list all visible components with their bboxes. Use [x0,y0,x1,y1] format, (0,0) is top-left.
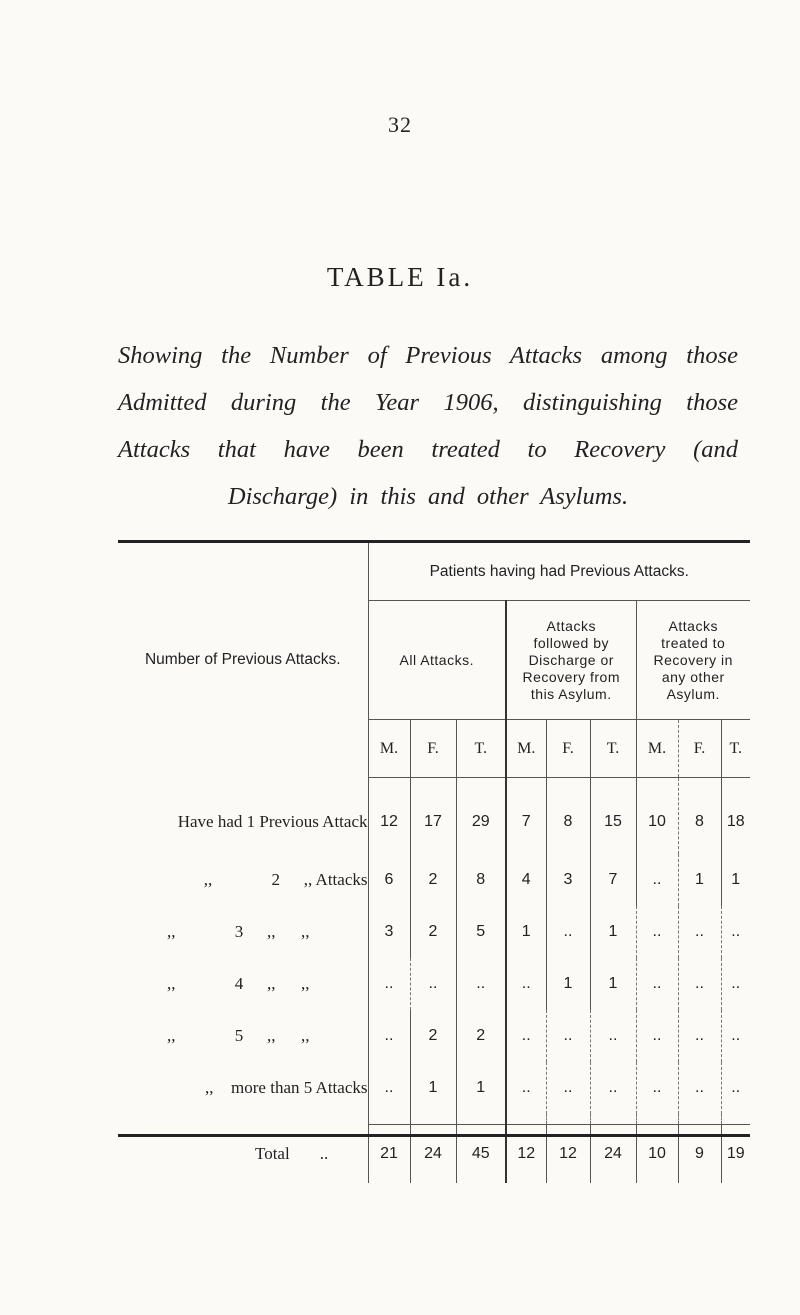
cell-value: 18 [721,778,750,855]
cell-value: .. [678,906,721,958]
cell-value: 17 [410,778,456,855]
cell-value: .. [636,906,678,958]
row-label-text: more than 5 Attacks [231,1078,368,1097]
row-label [118,854,368,906]
row-label [118,1010,368,1062]
cell-value: 29 [456,778,506,855]
cell-value: .. [456,958,506,1010]
row-number: 2 [271,870,280,889]
cell-value: .. [590,1062,636,1114]
table-bottom-rule [118,1134,750,1137]
cell-value: .. [506,1062,546,1114]
group-header-other-asylum: Attacks treated to Recovery in any other Asylum. [636,601,750,720]
total-value: 9 [678,1125,721,1184]
table-title: TABLE Ia. [326,262,474,292]
table-row [118,1062,750,1114]
cell-value: .. [636,1010,678,1062]
cell-value: 1 [546,958,590,1010]
cell-value: .. [384,1079,394,1096]
total-value: 19 [721,1125,750,1184]
ditto-mark: ,, [167,974,176,993]
cell-value: .. [546,906,590,958]
spanning-header: Patients having had Previous Attacks. [368,543,750,601]
cell-value: 12 [368,778,410,855]
cell-value: .. [506,958,546,1010]
cell-value: 2 [410,854,456,906]
table-row [118,958,750,1010]
leader-dots: .. [319,1143,329,1163]
cell-value: .. [384,975,394,992]
cell-value: 1 [678,854,721,906]
subcol-m: M. [379,739,399,757]
total-value: 45 [456,1125,506,1184]
table-row [118,906,750,958]
cell-value: 6 [384,871,394,888]
subcol-f: F. [678,720,721,778]
row-label [118,1062,368,1114]
cell-value: 8 [456,854,506,906]
cell-value: 1 [721,854,750,906]
total-label: Total .. [118,1125,368,1184]
cell-value: .. [678,1010,721,1062]
cell-value: .. [590,1010,636,1062]
table-row [118,778,750,855]
cell-value: .. [721,1062,750,1114]
table-row [118,1010,750,1062]
cell-value: 7 [506,778,546,855]
cell-value: 2 [456,1010,506,1062]
cell-value: 1 [590,906,636,958]
total-value: 10 [636,1125,678,1184]
cell-value: .. [506,1010,546,1062]
cell-value: .. [546,1010,590,1062]
cell-value: .. [721,906,750,958]
total-value: 24 [410,1125,456,1184]
cell-value: .. [721,958,750,1010]
subcol-f: F. [410,720,456,778]
row-label: Have had 1 Previous Attack [118,778,368,855]
subcol-m: M. [506,720,546,778]
row-number: 5 [234,1026,244,1045]
cell-value: 7 [590,854,636,906]
row-label [118,906,368,958]
cell-value: 10 [636,778,678,855]
cell-value: .. [636,854,678,906]
total-value: 24 [590,1125,636,1184]
cell-value: .. [384,1027,394,1044]
cell-value: 5 [456,906,506,958]
cell-value: .. [636,958,678,1010]
cell-value: .. [410,958,456,1010]
cell-value: .. [546,1062,590,1114]
row-label [118,958,368,1010]
cell-value: 8 [546,778,590,855]
row-label-text: ,, ,, [267,1026,310,1045]
total-value: 21 [368,1125,410,1184]
group-header-all-attacks: All Attacks. [368,601,506,720]
cell-value: 1 [506,906,546,958]
ditto-mark: ,, [203,870,213,889]
subcol-f: F. [546,720,590,778]
cell-value: 3 [546,854,590,906]
cell-value: 8 [678,778,721,855]
row-label-text: ,, ,, [267,974,310,993]
cell-value: 15 [590,778,636,855]
row-label-text: ,, ,, [267,922,310,941]
ditto-mark: ,, [205,1078,214,1097]
cell-value: 4 [506,854,546,906]
row-label-text: ,, Attacks [303,870,368,889]
total-value: 12 [506,1125,546,1184]
subcol-t: T. [590,720,636,778]
cell-value: .. [678,958,721,1010]
cell-value: .. [721,1010,750,1062]
page-number: 32 [388,112,412,137]
ditto-mark: ,, [167,922,176,941]
row-label-header: Number of Previous Attacks. [118,543,368,778]
cell-value: 1 [410,1062,456,1114]
cell-value: 3 [384,923,394,940]
row-number: 3 [234,922,244,941]
ditto-mark: ,, [167,1026,176,1045]
table-row [118,854,750,906]
cell-value: .. [678,1062,721,1114]
cell-value: 2 [410,906,456,958]
cell-value: 1 [590,958,636,1010]
cell-value: 1 [456,1062,506,1114]
total-value: 12 [546,1125,590,1184]
table-caption: Showing the Number of Previous Attacks among those Admitted during the Year 1906, distinguishing those Attacks that have been treated to Recovery (and Discharge) in this and other Asylums. [118,342,738,510]
row-number: 4 [234,974,244,993]
subcol-m: M. [636,720,678,778]
previous-attacks-table [118,543,750,1183]
group-header-this-asylum: Attacks followed by Discharge or Recovery from this Asylum. [506,601,636,720]
subcol-t: T. [721,720,750,778]
subcol-t: T. [456,720,506,778]
cell-value: 2 [410,1010,456,1062]
cell-value: .. [636,1062,678,1114]
